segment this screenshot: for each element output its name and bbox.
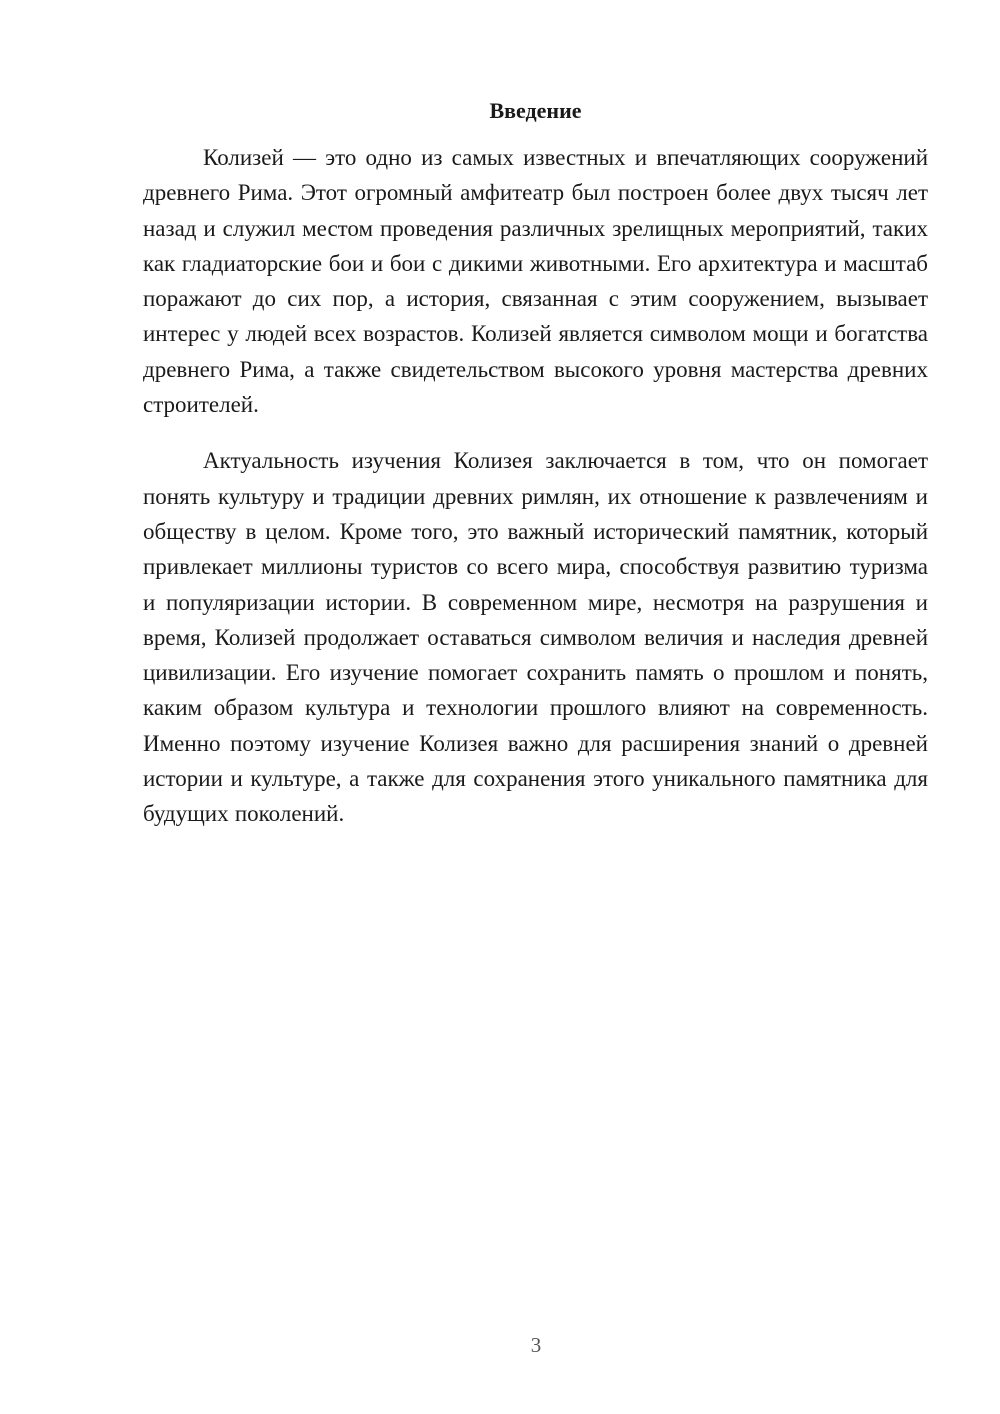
section-heading: Введение [489,98,582,123]
page-content [143,96,928,853]
paragraph-intro: Колизей — это одно из самых известных и впечатляющих сооружений древнего Рима. Этот огромный амфитеатр был построен более двух тысяч лет назад и служил местом проведения различных зрелищных мероприятий, таких как гладиаторские бои и бои с дикими животными. Его архитектура и масштаб поражают до сих пор, а история, связанная с этим сооружением, вызывает интерес у людей всех возрастов. Колизей является символом мощи и богатства древнего Рима, а также свидетельством высокого уровня мастерства древних строителей. [143,145,928,418]
page-number: 3 [530,1333,542,1357]
paragraph-relevance: Актуальность изучения Колизея заключается в том, что он помогает понять культуру и традиции древних римлян, их отношение к развлечениям и обществу в целом. Кроме того, это важный исторический памятник, который привлекает миллионы туристов со всего мира, способствуя развитию туризма и популяризации истории. В современном мире, несмотря на разрушения и время, Колизей продолжает оставаться символом величия и наследия древней цивилизации. Его изучение помогает сохранить память о прошлом и понять, каким образом культура и технологии прошлого влияют на современность. Именно поэтому изучение Колизея важно для расширения знаний о древней истории и культуре, а также для сохранения этого уникального памятника для будущих поколений. [143,448,928,827]
